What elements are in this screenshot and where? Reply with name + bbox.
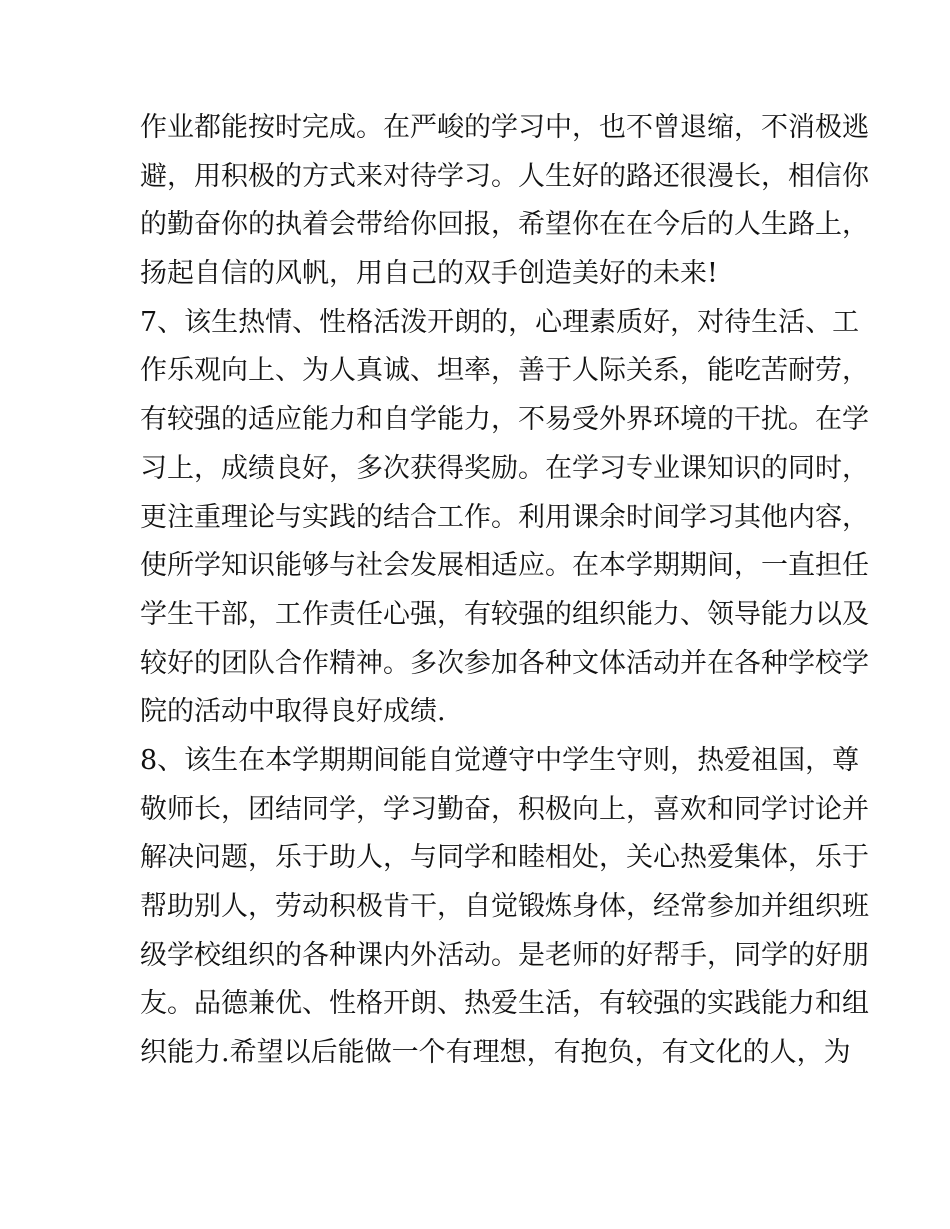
text-line: 较好的团队合作精神。多次参加各种文体活动并在各种学校学: [140, 647, 869, 679]
text-line: 更注重理论与实践的结合工作。利用课余时间学习其他内容，: [140, 501, 869, 533]
text-line: 习上，成绩良好，多次获得奖励。在学习专业课知识的同时，: [140, 452, 869, 484]
text-line: 作业都能按时完成。在严峻的学习中，也不曾退缩，不消极逃: [140, 112, 869, 143]
text-line: 的勤奋你的执着会带给你回报，希望你在在今后的人生路上，: [140, 209, 869, 241]
text-line: 避，用积极的方式来对待学习。人生好的路还很漫长，相信你: [140, 160, 869, 192]
text-line: 解决问题，乐于助人，与同学和睦相处，关心热爱集体，乐于: [140, 842, 869, 874]
text-line: 院的活动中取得良好成绩.: [140, 696, 446, 728]
text-line: 级学校组织的各种课内外活动。是老师的好帮手，同学的好朋: [140, 939, 869, 971]
text-line: 有较强的适应能力和自学能力，不易受外界环境的干扰。在学: [140, 404, 869, 436]
paragraph-7-start: 7、该生热情、性格活泼开朗的，心理素质好，对待生活、工: [140, 306, 860, 338]
paragraph-8-start: 8、该生在本学期期间能自觉遵守中学生守则，热爱祖国，尊: [140, 744, 860, 776]
text-line: 使所学知识能够与社会发展相适应。在本学期期间，一直担任: [140, 550, 869, 582]
text-line: 学生干部，工作责任心强，有较强的组织能力、领导能力以及: [140, 598, 869, 630]
text-line: 帮助别人，劳动积极肯干，自觉锻炼身体，经常参加并组织班: [140, 891, 869, 922]
text-line: 敬师长，团结同学，学习勤奋，积极向上，喜欢和同学讨论并: [140, 793, 869, 825]
text-line: 扬起自信的风帆，用自己的双手创造美好的未来!: [140, 258, 718, 290]
document-body: [140, 104, 869, 1078]
text-line: 友。品德兼优、性格开朗、热爱生活，有较强的实践能力和组: [140, 988, 869, 1020]
text-line: 织能力.希望以后能做一个有理想，有抱负，有文化的人，为: [140, 1037, 851, 1069]
text-line: 作乐观向上、为人真诚、坦率，善于人际关系，能吃苦耐劳，: [140, 355, 869, 387]
